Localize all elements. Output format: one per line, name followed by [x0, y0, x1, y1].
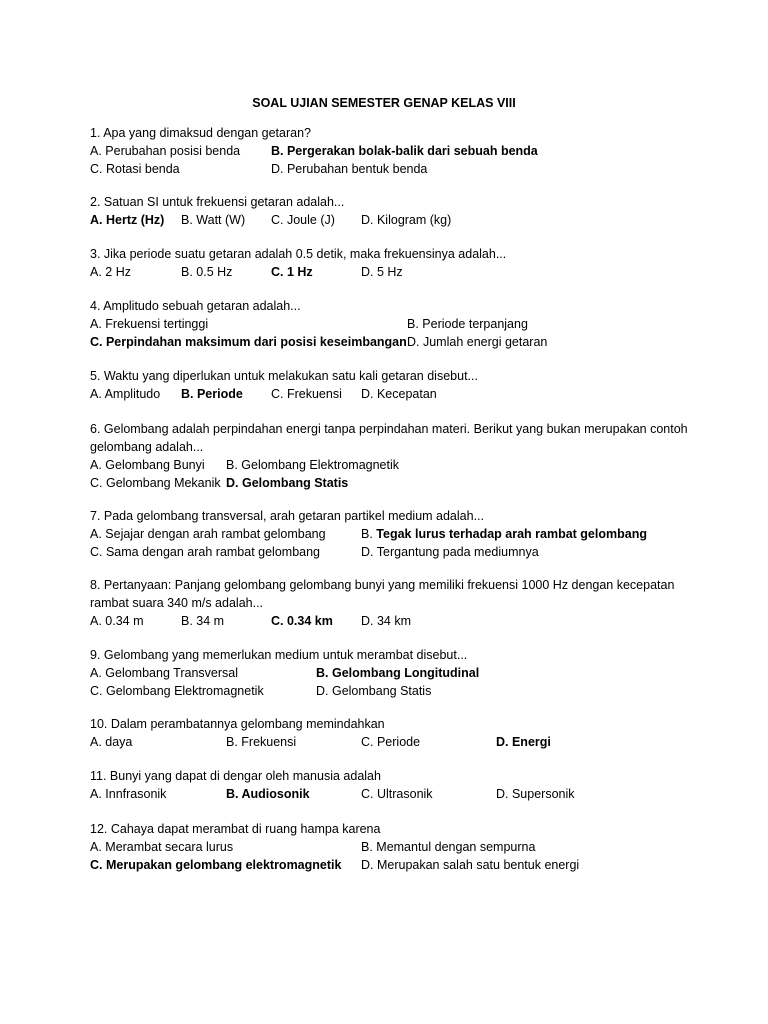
question-12: [90, 820, 710, 874]
answer-option: D. Kecepatan: [361, 387, 437, 401]
question-7: [90, 507, 710, 561]
question-3: [90, 245, 710, 281]
answer-option-correct: C. Merupakan gelombang elektromagnetik: [90, 858, 342, 872]
question-4: [90, 297, 710, 351]
answer-option-correct: B. Audiosonik: [226, 787, 310, 801]
answer-option-correct: C. 0.34 km: [271, 614, 333, 628]
question-text: 3. Jika periode suatu getaran adalah 0.5 detik, maka frekuensinya adalah...: [90, 247, 507, 261]
question-text: 10. Dalam perambatannya gelombang memindahkan: [90, 717, 385, 731]
answer-option: B. Memantul dengan sempurna: [361, 840, 536, 854]
question-6: [90, 420, 710, 492]
answer-option: D. Tergantung pada mediumnya: [361, 545, 539, 559]
question-9: [90, 646, 710, 700]
answer-option: A. daya: [90, 735, 133, 749]
question-text: 12. Cahaya dapat merambat di ruang hampa karena: [90, 822, 381, 836]
answer-option: A. 0.34 m: [90, 614, 144, 628]
question-text: 4. Amplitudo sebuah getaran adalah...: [90, 299, 301, 313]
option-row: [90, 474, 710, 492]
answer-option-correct-text: Tegak lurus terhadap arah rambat gelombang: [376, 527, 647, 541]
question-text: 11. Bunyi yang dapat di dengar oleh manusia adalah: [90, 769, 381, 783]
answer-option: A. Sejajar dengan arah rambat gelombang: [90, 527, 326, 541]
option-row: [90, 456, 710, 474]
answer-option: A. Perubahan posisi benda: [90, 144, 241, 158]
question-text: 1. Apa yang dimaksud dengan getaran?: [90, 126, 312, 140]
answer-option: D. Merupakan salah satu bentuk energi: [361, 858, 580, 872]
answer-option-correct: B. Periode: [181, 387, 243, 401]
question-2: [90, 193, 710, 229]
answer-option: C. Periode: [361, 735, 421, 749]
question-1: [90, 124, 710, 178]
answer-option: D. Perubahan bentuk benda: [271, 162, 428, 176]
answer-option: D. 5 Hz: [361, 265, 403, 279]
option-row: [90, 612, 710, 630]
question-text: 5. Waktu yang diperlukan untuk melakukan satu kali getaran disebut...: [90, 369, 478, 383]
question-text: 7. Pada gelombang transversal, arah getaran partikel medium adalah...: [90, 509, 484, 523]
option-row: [90, 785, 710, 803]
option-row: [90, 211, 710, 229]
answer-option: C. Gelombang Mekanik: [90, 476, 221, 490]
question-11: [90, 767, 710, 803]
answer-option: B. 0.5 Hz: [181, 265, 233, 279]
option-row: [90, 315, 710, 333]
answer-option: C. Joule (J): [271, 213, 335, 227]
option-row: [90, 160, 710, 178]
option-row: [90, 856, 710, 874]
option-row: [90, 543, 710, 561]
answer-option: B. Frekuensi: [226, 735, 297, 749]
answer-option: D. Supersonik: [496, 787, 575, 801]
answer-option: A. Frekuensi tertinggi: [90, 317, 209, 331]
option-row: [90, 142, 710, 160]
answer-option: B. Gelombang Elektromagnetik: [226, 458, 400, 472]
answer-option-correct: D. Energi: [496, 735, 551, 749]
answer-option: B. 34 m: [181, 614, 225, 628]
question-5: [90, 367, 710, 403]
option-row: [90, 263, 710, 281]
option-row: [90, 838, 710, 856]
option-row: [90, 333, 710, 351]
answer-option: C. Frekuensi: [271, 387, 342, 401]
option-row: [90, 664, 710, 682]
option-row: [90, 525, 710, 543]
answer-option: B. Periode terpanjang: [407, 317, 528, 331]
answer-option: A. Gelombang Transversal: [90, 666, 238, 680]
question-10: [90, 715, 710, 751]
answer-option: B. Watt (W): [181, 213, 246, 227]
answer-option: C. Gelombang Elektromagnetik: [90, 684, 264, 698]
answer-option-correct: B. Gelombang Longitudinal: [316, 666, 480, 680]
option-row: [90, 682, 710, 700]
option-row: [90, 733, 710, 751]
answer-option: D. Kilogram (kg): [361, 213, 452, 227]
answer-option: A. 2 Hz: [90, 265, 131, 279]
answer-option-correct: A. Hertz (Hz): [90, 213, 165, 227]
question-text: 2. Satuan SI untuk frekuensi getaran adalah...: [90, 195, 345, 209]
answer-option: D. Gelombang Statis: [316, 684, 432, 698]
answer-option-correct: C. 1 Hz: [271, 265, 313, 279]
page-title: SOAL UJIAN SEMESTER GENAP KELAS VIII: [252, 96, 516, 110]
answer-option: B. Tegak lurus terhadap arah rambat gelombang: [361, 527, 647, 541]
answer-option: A. Amplitudo: [90, 387, 161, 401]
question-text: 6. Gelombang adalah perpindahan energi tanpa perpindahan materi. Berikut yang bukan merupakan contoh gelombang adalah...: [90, 422, 688, 454]
answer-option: D. 34 km: [361, 614, 412, 628]
answer-option: D. Jumlah energi getaran: [407, 335, 548, 349]
answer-option-correct: D. Gelombang Statis: [226, 476, 349, 490]
answer-option: C. Sama dengan arah rambat gelombang: [90, 545, 321, 559]
question-text: 9. Gelombang yang memerlukan medium untuk merambat disebut...: [90, 648, 468, 662]
answer-option: A. Innfrasonik: [90, 787, 167, 801]
answer-option: C. Rotasi benda: [90, 162, 180, 176]
answer-option-correct: B. Pergerakan bolak-balik dari sebuah benda: [271, 144, 538, 158]
answer-option: C. Ultrasonik: [361, 787, 433, 801]
answer-option: A. Merambat secara lurus: [90, 840, 234, 854]
answer-option-correct: C. Perpindahan maksimum dari posisi keseimbangan: [90, 335, 407, 349]
question-8: [90, 576, 710, 630]
answer-option: A. Gelombang Bunyi: [90, 458, 205, 472]
question-text: 8. Pertanyaan: Panjang gelombang gelombang bunyi yang memiliki frekuensi 1000 Hz dengan kecepatan rambat suara 340 m/s adalah...: [90, 578, 675, 610]
option-row: [90, 385, 710, 403]
